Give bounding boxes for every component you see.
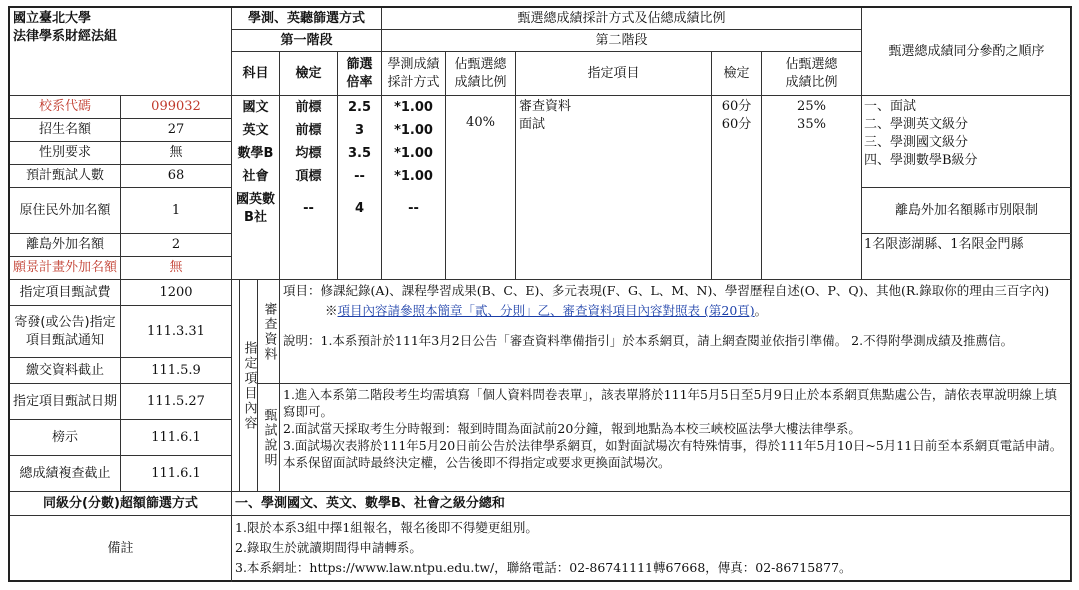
excess-value: 一、學測國文、英文、數學B、社會之級分總和 [232, 492, 1072, 516]
excess-label: 同級分(分數)超額篩選方式 [10, 492, 232, 516]
mult-1: 3 [354, 122, 365, 138]
review-items: 項目：修課紀錄(A)、課程學習成果(B、C、E)、多元表現(F、G、L、M、N)、學習歷程自述(O、P、Q)、其他(R.錄取你的理由三百字內) [283, 283, 1050, 298]
col-mult-line1: 篩選 [346, 56, 373, 72]
check-1: 前標 [295, 122, 322, 138]
review-ref-link[interactable]: 項目內容請參照本簡章「貳、分則」乙、審查資料項目內容對照表 (第20頁) [337, 303, 755, 318]
col-gsat-line1: 學測成績 [387, 56, 440, 72]
review-label-text: 審查資料 [261, 301, 277, 362]
date-label-fee: 指定項目甄試費 [10, 280, 121, 306]
tie-order-0: 一、面試 [864, 99, 917, 114]
date-value-fee: 1200 [121, 280, 232, 306]
review-ref-mark: ※ [325, 303, 338, 318]
dept-name: 法律學系財經法組 [13, 29, 118, 44]
col-item: 指定項目 [516, 52, 712, 96]
note-1: 1.限於本系3組中擇1組報名，報名後即不得變更組別。 [235, 520, 538, 535]
review-content [280, 280, 1072, 384]
check-3: 頂標 [295, 168, 322, 184]
date-value-review: 111.6.1 [121, 456, 232, 492]
review-ref [283, 302, 1068, 320]
school-cell [10, 8, 232, 96]
interview-content [280, 384, 1072, 492]
notes-content [232, 516, 1072, 582]
stage2-check-0: 60分 [721, 99, 752, 114]
note-2: 2.錄取生於就讀期間得申請轉系。 [235, 540, 422, 555]
interview-label-text: 甄試說明 [261, 407, 277, 468]
stage2-item-1: 面試 [519, 117, 546, 132]
stage2-ratio-0: 25% [797, 99, 826, 114]
gsat-0: *1.00 [394, 99, 433, 115]
mult-2: 3.5 [347, 145, 372, 161]
col-gsat-line2: 採計方式 [387, 74, 440, 90]
subject-1: 英文 [242, 122, 269, 138]
date-label-result: 榜示 [10, 420, 121, 456]
mult-0: 2.5 [347, 99, 372, 115]
info-value-island: 2 [121, 234, 232, 257]
check-2: 均標 [295, 145, 322, 161]
mult-4: 4 [354, 201, 365, 216]
date-label-notice: 寄發(或公告)指定項目甄試通知 [10, 306, 121, 358]
stage1-title: 第一階段 [232, 30, 382, 52]
date-label-submit: 繳交資料截止 [10, 358, 121, 384]
col-check2: 檢定 [712, 52, 762, 96]
tie-order-2: 三、學測國文級分 [864, 135, 969, 150]
col-gsat [382, 52, 446, 96]
check-0: 前標 [295, 99, 322, 115]
col-ratio-line2: 成績比例 [454, 74, 507, 90]
tie-order-title: 甄選總成績同分參酌之順序 [862, 8, 1072, 96]
subject-0: 國文 [242, 99, 269, 115]
interview-1: 1.進入本系第二階段考生均需填寫「個人資料問卷表單」，該表單將於111年5月5日至5月9日止於本系網頁焦點處公告，請依表單說明線上填寫即可。 [283, 387, 1057, 419]
col-mult-line2: 倍率 [346, 74, 373, 90]
tie-order-list [862, 96, 1072, 188]
island-title: 離島外加名額縣市別限制 [862, 188, 1072, 234]
gsat-col [382, 96, 446, 280]
review-label [258, 280, 280, 384]
school-name: 國立臺北大學 [13, 11, 92, 26]
interview-2: 2.面試當天採取考生分時報到：報到時間為面試前20分鐘，報到地點為本校三峽校區法學大樓法律學系。 [283, 421, 861, 436]
review-ref-end: 。 [754, 303, 768, 318]
date-value-submit: 111.5.9 [121, 358, 232, 384]
date-value-notice: 111.3.31 [121, 306, 232, 358]
spec-vertical [240, 280, 258, 492]
subject-4: 國英數B社 [235, 192, 275, 225]
info-value-expected: 68 [121, 165, 232, 188]
note-3: 3.本系網址：https://www.law.ntpu.edu.tw/，聯絡電話：02-86741111轉67668，傳真：02-86715877。 [235, 560, 852, 575]
admission-table [8, 6, 1072, 582]
mult-3: -- [354, 168, 365, 184]
stage2-ratio-1: 35% [797, 117, 826, 132]
info-label-code: 校系代碼 [10, 96, 121, 119]
screen-title: 學測、英聽篩選方式 [232, 8, 382, 30]
col-ratio2 [762, 52, 862, 96]
col-mult [338, 52, 382, 96]
info-label-quota: 招生名額 [10, 119, 121, 142]
stage2-check-1: 60分 [721, 117, 752, 132]
subject-3: 社會 [242, 168, 269, 184]
tie-order-3: 四、學測數學B級分 [864, 153, 978, 168]
stage2-item-col [516, 96, 712, 280]
gsat-2: *1.00 [394, 145, 433, 161]
col-ratio [446, 52, 516, 96]
gsat-1: *1.00 [394, 122, 433, 138]
info-label-island: 離島外加名額 [10, 234, 121, 257]
info-value-indigenous: 1 [121, 188, 232, 234]
gsat-3: *1.00 [394, 168, 433, 184]
date-value-result: 111.6.1 [121, 420, 232, 456]
score-title: 甄選總成績採計方式及佔總成績比例 [382, 8, 862, 30]
check-col [280, 96, 338, 280]
gsat-4: -- [408, 201, 419, 216]
col-check: 檢定 [280, 52, 338, 96]
date-value-exam: 111.5.27 [121, 384, 232, 420]
col-ratio2-line2: 成績比例 [785, 74, 838, 90]
info-value-gender: 無 [121, 142, 232, 165]
stage2-ratio-col [762, 96, 862, 280]
stage2-title: 第二階段 [382, 30, 862, 52]
info-label-vision: 願景計畫外加名額 [10, 257, 121, 280]
review-note: 說明：1.本系預計於111年3月2日公告「審查資料準備指引」於本系網頁，請上網查閱並依指引準備。 2.不得附學測成績及推薦信。 [283, 333, 1014, 348]
stage1-ratio: 40% [466, 115, 495, 130]
spec-vertical-text: 指定項目內容 [241, 340, 257, 431]
date-label-exam: 指定項目甄試日期 [10, 384, 121, 420]
info-label-expected: 預計甄試人數 [10, 165, 121, 188]
info-label-indigenous: 原住民外加名額 [10, 188, 121, 234]
stage2-item-0: 審查資料 [519, 99, 572, 114]
info-value-code: 099032 [121, 96, 232, 119]
info-value-vision: 無 [121, 257, 232, 280]
mult-col [338, 96, 382, 280]
ratio-col [446, 96, 516, 280]
col-subject: 科目 [232, 52, 280, 96]
island-value: 1名限澎湖縣、1名限金門縣 [862, 234, 1072, 280]
tie-order-1: 二、學測英文級分 [864, 117, 969, 132]
info-label-gender: 性別要求 [10, 142, 121, 165]
notes-label: 備註 [10, 516, 232, 582]
date-label-review: 總成績複查截止 [10, 456, 121, 492]
check-4: -- [303, 201, 314, 216]
stage2-check-col [712, 96, 762, 280]
subject-2: 數學B [237, 145, 274, 161]
interview-label [258, 384, 280, 492]
col-ratio-line1: 佔甄選總 [454, 56, 507, 72]
interview-3: 3.面試場次表將於111年5月20日前公告於法律學系網頁，如對面試場次有特殊情事，得於111年5月10日~5月11日前至本系網頁電話申請。本系保留面試時最終決定權，公告後即不得指定或要求更換面試場次。 [283, 438, 1063, 470]
spec-gap [232, 280, 240, 492]
col-ratio2-line1: 佔甄選總 [785, 56, 838, 72]
info-value-quota: 27 [121, 119, 232, 142]
subject-col [232, 96, 280, 280]
